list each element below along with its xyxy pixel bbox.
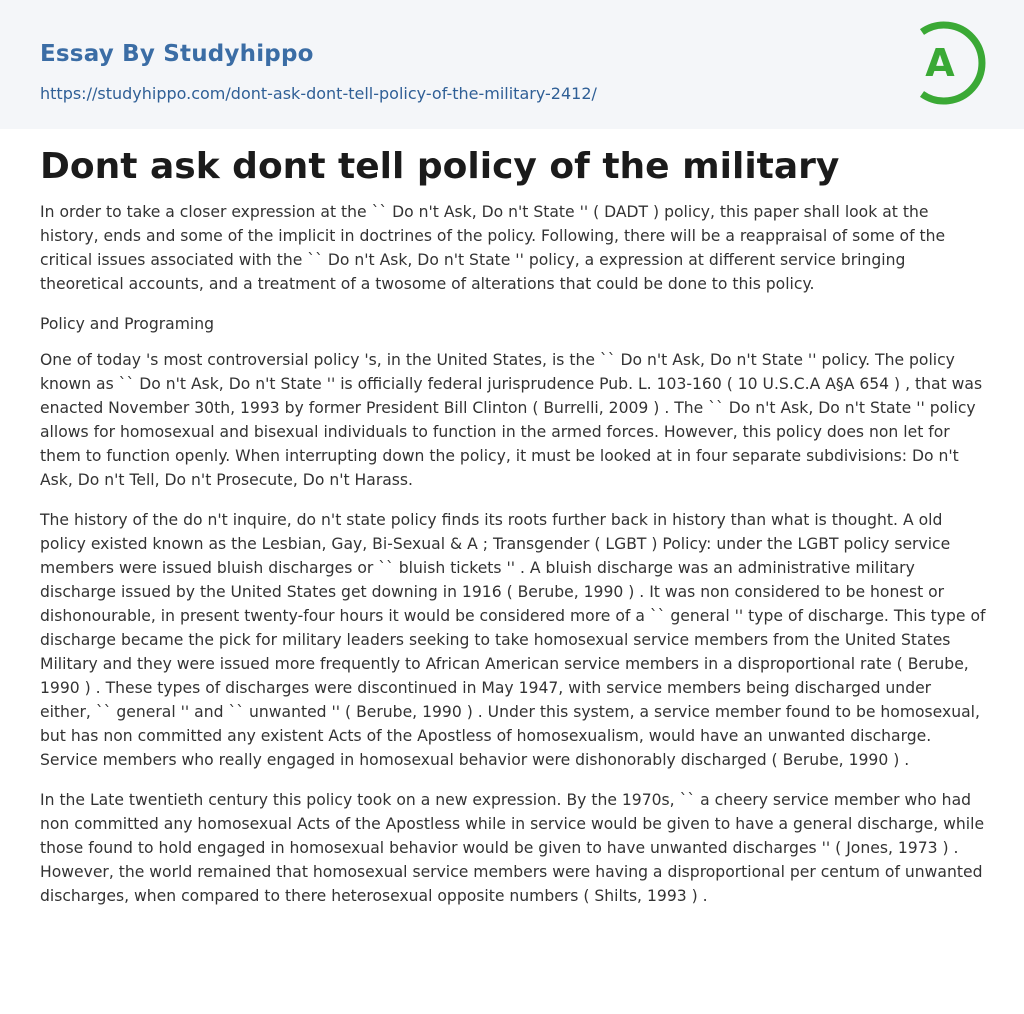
paragraph: The history of the do n't inquire, do n't state policy finds its roots further back in history than what is thought. A old policy existed known as the Lesbian, Gay, Bi-Sexual & A ; Transgender ( LGBT ) Policy: under the LGBT policy service members were issued bluish discharges or `` bluish tickets '' . A bluish discharge was an administrative military discharge issued by the United States get downing in 1916 ( Berube, 1990 ) . It was non considered to be honest or dishonourable, in present twenty-four hours it would be considered more of a `` general '' type of discharge. This type of discharge became the pick for military leaders seeking to take homosexual service members from the United States Military and they were issued more frequently to African American service members in a disproportional rate ( Berube, 1990 ) . These types of discharges were discontinued in May 1947, with service members being discharged under either, `` general '' and `` unwanted '' ( Berube, 1990 ) . Under this system, a service member found to be homosexual, but has non committed any existent Acts of the Apostless of homosexualism, would have an unwanted discharge. Service members who really engaged in homosexual behavior were dishonorably discharged ( Berube, 1990 ) . xyxy=(40,511,986,769)
section-heading: Policy and Programing xyxy=(40,315,215,333)
studyhippo-logo-icon[interactable] xyxy=(910,18,988,108)
page-title: Dont ask dont tell policy of the military xyxy=(40,146,840,187)
site-title[interactable]: Essay By Studyhippo xyxy=(40,41,314,67)
site-header xyxy=(0,0,1024,129)
article-url-link[interactable]: https://studyhippo.com/dont-ask-dont-tell-policy-of-the-military-2412/ xyxy=(40,84,597,103)
paragraph: One of today 's most controversial policy 's, in the United States, is the `` Do n't Ask, Do n't State '' policy. The policy known as `` Do n't Ask, Do n't State '' is officially federal jurisprudence Pub. L. 103-160 ( 10 U.S.C.A A§A 654 ) , that was enacted November 30th, 1993 by former President Bill Clinton ( Burrelli, 2009 ) . The `` Do n't Ask, Do n't State '' policy allows for homosexual and bisexual individuals to function in the armed forces. However, this policy does non let for them to function openly. When interrupting down the policy, it must be looked at in four separate subdivisions: Do n't Ask, Do n't Tell, Do n't Prosecute, Do n't Harass. xyxy=(40,351,983,489)
svg-text:A: A xyxy=(925,41,955,85)
article-body xyxy=(40,200,986,924)
paragraph: In the Late twentieth century this policy took on a new expression. By the 1970s, `` a cheery service member who had non committed any homosexual Acts of the Apostless while in service would be given to have a general discharge, while those found to hold engaged in homosexual behavior would be given to have unwanted discharges '' ( Jones, 1973 ) . However, the world remained that homosexual service members were having a disproportional per centum of unwanted discharges, when compared to there heterosexual opposite numbers ( Shilts, 1993 ) . xyxy=(40,791,985,905)
paragraph-intro: In order to take a closer expression at the `` Do n't Ask, Do n't State '' ( DADT ) policy, this paper shall look at the history, ends and some of the implicit in doctrines of the policy. Following, there will be a reappraisal of some of the critical issues associated with the `` Do n't Ask, Do n't State '' policy, a expression at different service bringing theoretical accounts, and a treatment of a twosome of alterations that could be done to this policy. xyxy=(40,203,946,293)
